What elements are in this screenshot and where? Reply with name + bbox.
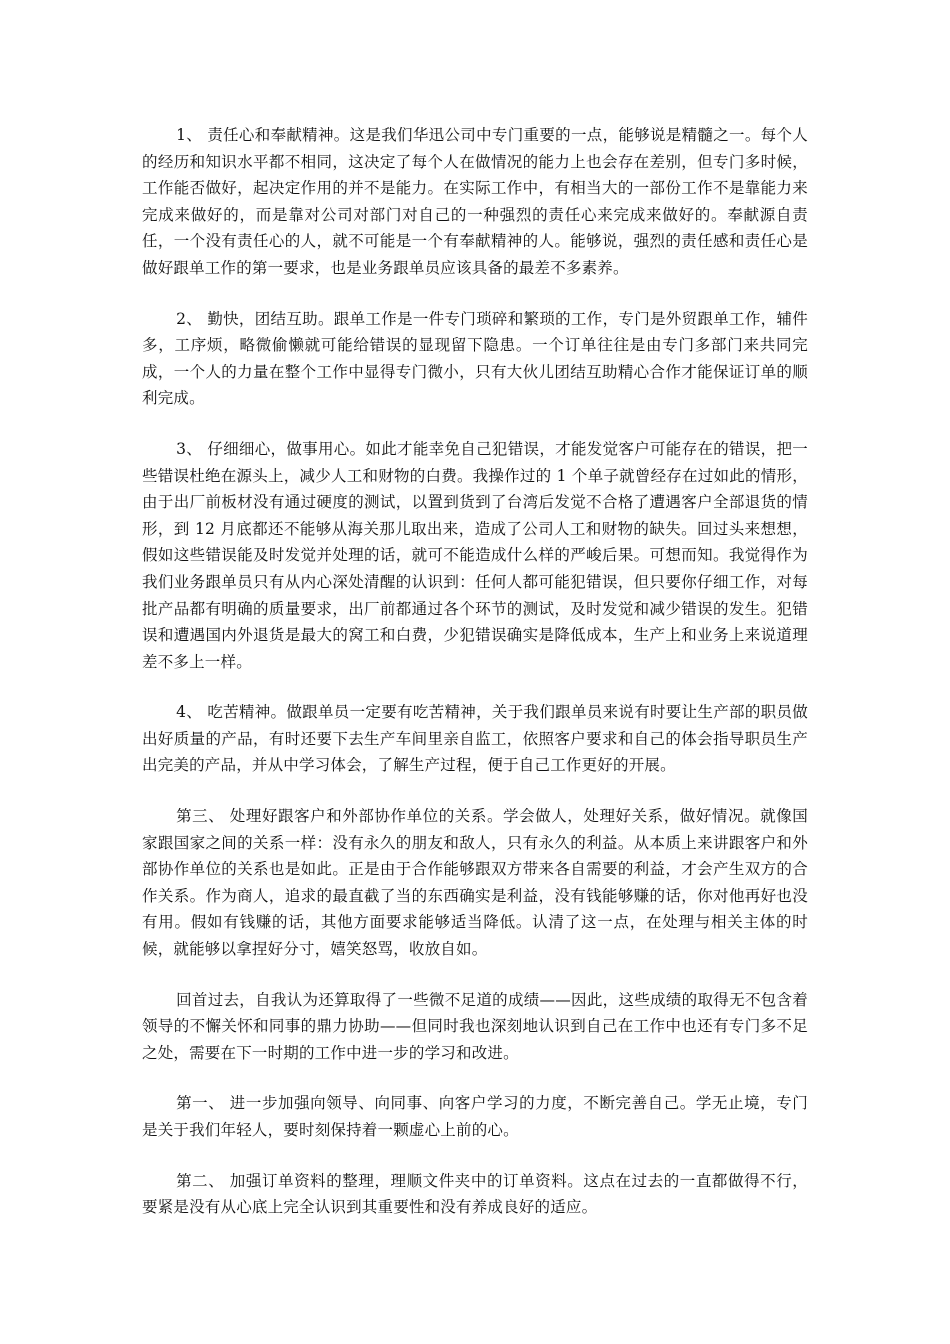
paragraph-review: 回首过去，自我认为还算取得了一些微不足道的成绩——因此，这些成绩的取得无不包含着领导的不懈关怀和同事的鼎力协助——但同时我也深刻地认识到自己在工作中也还有专门多不足之处，需要在下一时期的工作中进一步的学习和改进。 [142,990,808,1062]
paragraph-hardship: 4、 吃苦精神。做跟单员一定要有吃苦精神，关于我们跟单员来说有时要让生产部的职员做出好质量的产品，有时还要下去生产车间里亲自监工，依照客户要求和自己的体会指导职员生产出完美的产品，并从中学习体会，了解生产过程，便于自己工作更好的开展。 [142,703,808,775]
paragraph-relations: 第三、 处理好跟客户和外部协作单位的关系。学会做人，处理好关系，做好情况。就像国家跟国家之间的关系一样：没有永久的朋友和敌人，只有永久的利益。从本质上来讲跟客户和外部协作单位的关系也是如此。正是由于合作能够跟双方带来各自需要的利益，才会产生双方的合作关系。作为商人，追求的最直截了当的东西确实是利益，没有钱能够赚的话，你对他再好也没有用。假如有钱赚的话，其他方面要求能够适当降低。认清了这一点，在处理与相关主体的时候，就能够以拿捏好分寸，嬉笑怒骂，收放自如。 [142,807,808,959]
paragraph-second-improvement: 第二、 加强订单资料的整理，理顺文件夹中的订单资料。这点在过去的一直都做得不行，要紧是没有从心底上完全认识到其重要性和没有养成良好的适应。 [142,1171,808,1217]
paragraph-first-improvement: 第一、 进一步加强向领导、向同事、向客户学习的力度，不断完善自己。学无止境，专门是关于我们年轻人，要时刻保持着一颗虚心上前的心。 [142,1094,808,1139]
paragraph-responsibility: 1、 责任心和奉献精神。这是我们华迅公司中专门重要的一点，能够说是精髓之一。每个人的经历和知识水平都不相同，这决定了每个人在做情况的能力上也会存在差别，但专门多时候，工作能否做好，起决定作用的并不是能力。在实际工作中，有相当大的一部份工作不是靠能力来完成来做好的，而是靠对公司对部门对自己的一种强烈的责任心来完成来做好的。奉献源自责任，一个没有责任心的人，就不可能是一个有奉献精神的人。能够说，强烈的责任感和责任心是做好跟单工作的第一要求，也是业务跟单员应该具备的最差不多素养。 [142,126,808,277]
paragraph-diligence: 2、 勤快，团结互助。跟单工作是一件专门琐碎和繁琐的工作，专门是外贸跟单工作，辅件多，工序烦，略微偷懒就可能给错误的显现留下隐患。一个订单往往是由专门多部门来共同完成，一个人的力量在整个工作中显得专门微小，只有大伙儿团结互助精心合作才能保证订单的顺利完成。 [142,309,808,408]
document-body [142,122,808,1245]
paragraph-carefulness: 3、 仔细细心，做事用心。如此才能幸免自己犯错误，才能发觉客户可能存在的错误，把一些错误杜绝在源头上，减少人工和财物的白费。我操作过的 1 个单子就曾经存在过如此的情形，由于出厂前板材没有通过硬度的测试，以置到货到了台湾后发觉不合格了遭遇客户全部退货的情形，到 12 月底都还不能够从海关那儿取出来，造成了公司人工和财物的缺失。回过头来想想，假如这些错误能及时发觉并处理的话，就可不能造成什么样的严峻后果。可想而知。我觉得作为我们业务跟单员只有从内心深处清醒的认识到：任何人都可能犯错误，但只要你仔细工作，对每批产品都有明确的质量要求，出厂前都通过各个环节的测试，及时发觉和减少错误的发生。犯错误和遭遇国内外退货是最大的窝工和白费，少犯错误确实是降低成本，生产上和业务上来说道理差不多上一样。 [142,439,808,671]
